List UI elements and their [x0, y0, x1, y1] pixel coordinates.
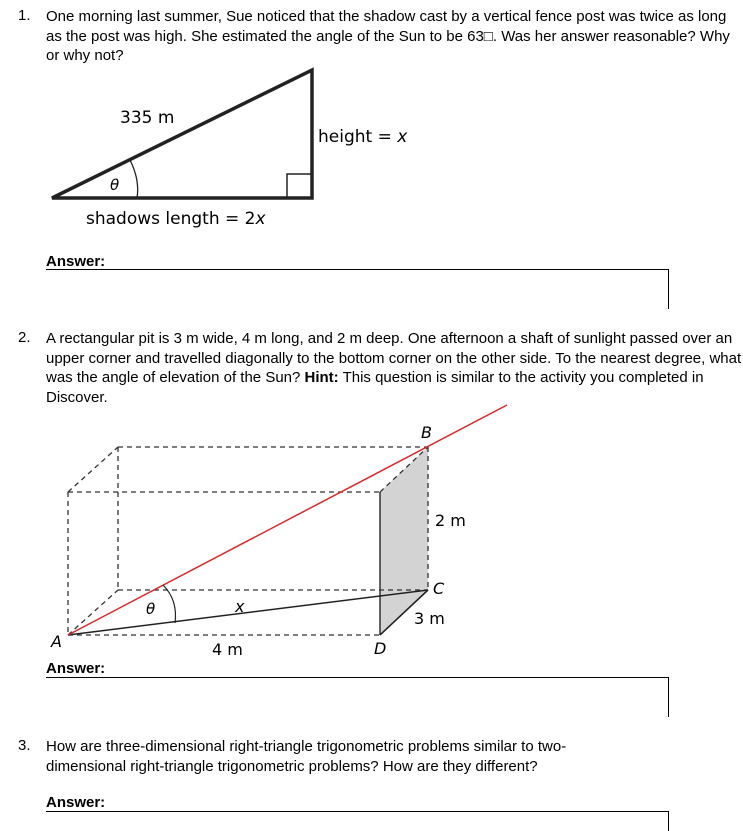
question-2-answer-line	[46, 677, 668, 678]
right-triangle	[52, 70, 312, 198]
question-3-answer-label: Answer:	[46, 794, 106, 811]
point-b-label: B	[421, 423, 432, 442]
height-label: height = x	[318, 127, 408, 147]
width-label: 3 m	[414, 609, 445, 628]
depth-label: 2 m	[435, 511, 466, 530]
point-a-label: A	[51, 632, 62, 651]
question-2-number: 2.	[18, 329, 31, 346]
question-1-number: 1.	[18, 7, 31, 24]
question-3-text: How are three-dimensional right-triangle trigonometric problems similar to two-dimensional right-triangle trigonometric problems? How are they different?	[46, 738, 567, 775]
question-1-answer-field[interactable]	[668, 269, 669, 309]
question-2-text-hint: This question is similar to the activity you completed in Discover.	[46, 369, 704, 406]
angle-arc	[163, 585, 176, 623]
question-1-answer-line	[46, 269, 668, 270]
shaded-end-face	[380, 447, 428, 635]
question-1-answer-label: Answer:	[46, 253, 106, 270]
question-1-triangle-diagram	[0, 60, 743, 235]
diagonal-x-label: x	[235, 597, 245, 616]
right-angle-marker	[287, 174, 312, 198]
question-2-pit-diagram	[0, 400, 743, 662]
length-label: 4 m	[212, 640, 243, 659]
question-3-answer-field[interactable]	[668, 811, 669, 831]
question-3-number: 3.	[18, 737, 31, 754]
angle-theta-label: θ	[146, 600, 156, 618]
question-1-text: One morning last summer, Sue noticed that the shadow cast by a vertical fence post was twice as long as the post was high. She estimated the angle of the Sun to be 63□. Was her answer reasonable? Why or why not?	[46, 8, 730, 64]
question-2-hint-label: Hint:	[304, 369, 339, 386]
shadow-length-label: shadows length = 2x	[86, 209, 266, 229]
angle-arc	[130, 160, 138, 198]
hypotenuse-label: 335 m	[120, 108, 175, 128]
angle-theta-label: θ	[110, 176, 120, 194]
floor-diagonal	[68, 590, 428, 635]
question-3-answer-line	[46, 811, 668, 812]
question-2-text-main: A rectangular pit is 3 m wide, 4 m long, and 2 m deep. One afternoon a shaft of sunlight passed over an upper corner and travelled diagonally to the bottom corner on the other side. To the nearest degree, what was the angle of elevation of the Sun?	[46, 330, 742, 386]
point-c-label: C	[433, 579, 445, 598]
question-2-answer-field[interactable]	[668, 677, 669, 717]
point-d-label: D	[374, 639, 387, 658]
question-2-text	[46, 329, 743, 407]
question-2-answer-label: Answer:	[46, 660, 106, 677]
